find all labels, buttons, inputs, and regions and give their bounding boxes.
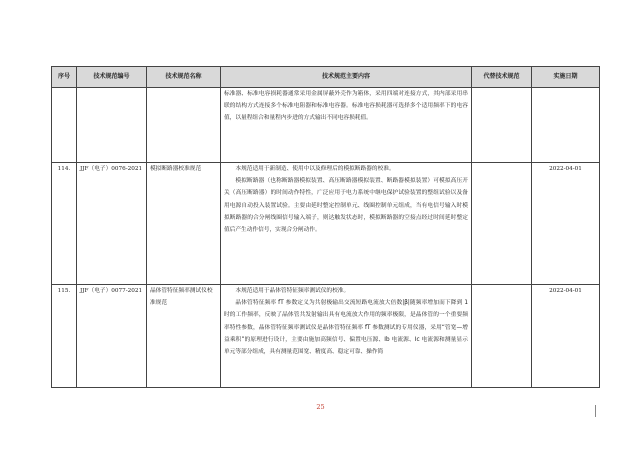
cell-seq bbox=[52, 88, 77, 163]
content-paragraph: 本规范适用于晶体管特征频率测试仪的校准。 bbox=[235, 288, 350, 294]
header-content: 技术规范主要内容 bbox=[221, 67, 472, 88]
margin-mark bbox=[595, 405, 596, 417]
header-seq: 序号 bbox=[52, 67, 77, 88]
cell-date: 2022-04-01 bbox=[532, 285, 600, 388]
cell-seq: 115. bbox=[52, 285, 77, 388]
cell-code: JJF（电子）0076-2021 bbox=[77, 163, 147, 285]
cell-seq: 114. bbox=[52, 163, 77, 285]
content-paragraph: 模拟断路器（也称断路器模拟装置、高压断路器模拟装置、断路器模拟装置）可模拟高压开关（高压断路器）的时间动作特性，广泛应用于电力系统中继电保护试验装置的整组试验以及备用电源自动投入装置试验。主要由延时整定控制单元、线圈控制单元组成，当有电信号输入时模拟断路器的合分闸线圈信号输入端子，则达触发状态时，模拟断路器的空接点经过时间延时整定值后产生动作信号，实现合分闸动作。 bbox=[224, 178, 468, 234]
table-row bbox=[52, 285, 600, 388]
content-paragraph: 本规范适用于新制造、使用中以及修理后的模拟断路器的校准。 bbox=[235, 166, 395, 172]
header-code: 技术规范编号 bbox=[77, 67, 147, 88]
content-paragraph: 标准器、标准电容损耗器通常采用金属屏蔽外壳作为箱体，采用四端对连接方式，其内部采用串联的结构方式连接多个标准电阻器和标准电容器。标准电容损耗器可选择多个适用频率下的电容值，以量程组合和量程内步进的方式输出不同电容损耗值。 bbox=[224, 91, 468, 122]
header-name: 技术规范名称 bbox=[147, 67, 221, 88]
cell-name bbox=[147, 88, 221, 163]
content-paragraph: 晶体管特征频率 fT 参数定义为共射极输出交流短路电流放大倍数|β|随频率增加而下降到 1 时的工作频率，反映了晶体管共发射输出具有电流放大作用的频率极限，是晶体管的一个重要频率特性参数，晶体管特征频率测试仪是晶体管特征频率 fT 参数测试的专用仪器，采用“管宽—增益乘积”的原理进行设计，主要由施加高频信号、偏置电压源、Ib 电流源、Ic 电流源和测量显示单元等部分组成，具有测量范围宽、精度高、稳定可靠、操作简 bbox=[224, 300, 468, 356]
cell-name: 晶体管特征频率测试仪校准规范 bbox=[147, 285, 221, 388]
standards-table bbox=[51, 66, 600, 388]
table-header-row bbox=[52, 67, 600, 88]
cell-date bbox=[532, 88, 600, 163]
cell-code: JJF（电子）0077-2021 bbox=[77, 285, 147, 388]
table-row-continued bbox=[52, 88, 600, 163]
cell-name: 模拟断路器校准规范 bbox=[147, 163, 221, 285]
cell-content bbox=[221, 285, 472, 388]
cell-replaces bbox=[472, 88, 532, 163]
cell-content bbox=[221, 88, 472, 163]
header-replaces: 代替技术规范 bbox=[472, 67, 532, 88]
cell-code bbox=[77, 88, 147, 163]
cell-content bbox=[221, 163, 472, 285]
cell-replaces bbox=[472, 163, 532, 285]
table-row bbox=[52, 163, 600, 285]
cell-replaces bbox=[472, 285, 532, 388]
page-number: 25 bbox=[316, 403, 325, 411]
cell-date: 2022-04-01 bbox=[532, 163, 600, 285]
header-date: 实施日期 bbox=[532, 67, 600, 88]
